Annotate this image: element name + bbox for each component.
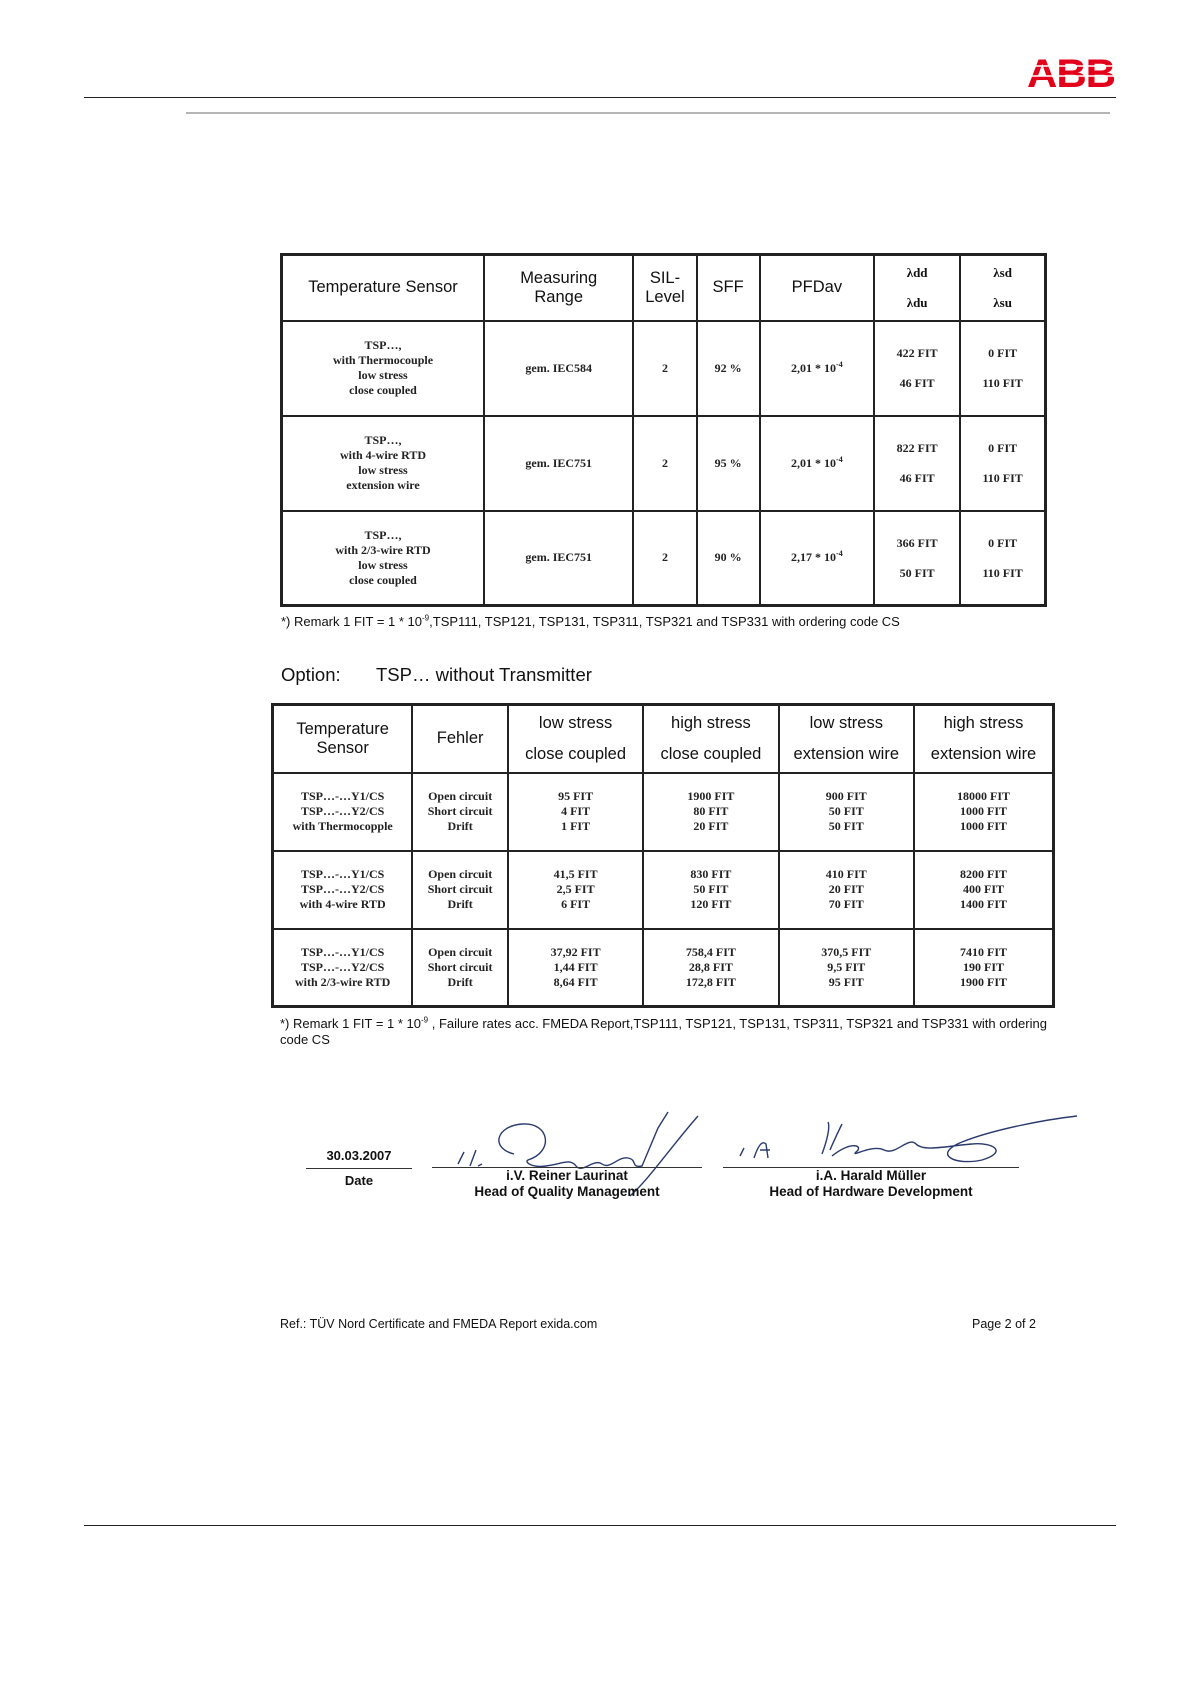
header-line: close coupled	[660, 744, 762, 763]
header-high-stress-extension-wire	[914, 705, 1053, 773]
value-cell	[779, 773, 914, 851]
sensor-line: low stress	[358, 557, 408, 572]
sensor-cell	[282, 511, 485, 606]
remark-exponent: -9	[422, 613, 430, 623]
cell-line: 900 FIT	[825, 789, 867, 803]
cell-line: TSP…-…Y2/CS	[301, 804, 385, 818]
value-cell	[508, 851, 643, 929]
table-header-row	[282, 255, 1046, 321]
cell-line: 80 FIT	[693, 804, 729, 818]
cell-line: 95 FIT	[558, 789, 594, 803]
sensor-cell	[273, 929, 413, 1007]
range-cell: gem. IEC584	[484, 321, 633, 416]
fehler-cell	[412, 851, 508, 929]
sil-data-table	[280, 253, 1047, 607]
cell-line: 1900 FIT	[687, 789, 735, 803]
remark-fit-definition	[281, 614, 900, 630]
signatory-name: i.A. Harald Müller	[815, 1168, 927, 1183]
header-lambda-su: λsu	[993, 294, 1012, 310]
cell-line: 400 FIT	[963, 882, 1005, 896]
signature-date: 30.03.2007	[326, 1148, 392, 1163]
remark-failure-rates	[280, 1016, 1060, 1048]
cell-line: Drift	[447, 974, 473, 989]
cell-line: 20 FIT	[828, 882, 864, 896]
cell-line: 20 FIT	[693, 819, 729, 833]
value-cell	[643, 851, 778, 929]
option-title: TSP… without Transmitter	[376, 664, 592, 685]
lambda-dd-value: 822 FIT	[896, 441, 938, 455]
cell-line: 410 FIT	[825, 867, 867, 881]
signatory-quality-management	[432, 1168, 702, 1200]
sensor-line: close coupled	[349, 572, 417, 587]
cell-line: 2,5 FIT	[556, 882, 595, 896]
cell-line: 28,8 FIT	[688, 959, 733, 974]
remark-exponent: -9	[421, 1015, 429, 1025]
cell-line: Short circuit	[427, 959, 493, 974]
header-temperature-sensor: Temperature Sensor	[282, 255, 485, 321]
lambda-d-cell	[874, 416, 960, 511]
header-measuring-range: Measuring Range	[484, 255, 633, 321]
header-line: low stress	[809, 713, 883, 732]
lambda-du-value: 50 FIT	[899, 565, 935, 580]
sil-cell: 2	[633, 416, 696, 511]
header-fehler: Fehler	[412, 705, 508, 773]
lambda-dd-value: 366 FIT	[896, 535, 938, 550]
svg-text:ABB: ABB	[1027, 54, 1116, 90]
sensor-line: with 4-wire RTD	[340, 448, 427, 462]
date-label: Date	[344, 1173, 374, 1188]
sensor-line: close coupled	[349, 383, 417, 397]
sensor-line: low stress	[358, 463, 408, 477]
remark-text: , Failure rates acc. FMEDA Report,TSP111, TSP121, TSP131, TSP311, TSP321 and TSP331 with ordering code CS	[280, 1016, 1047, 1047]
table-row	[282, 511, 1046, 606]
lambda-sd-value: 0 FIT	[988, 441, 1018, 455]
header-pfdav: PFDav	[760, 255, 874, 321]
remark-text: *) Remark 1 FIT = 1 * 10	[280, 1016, 422, 1031]
signatory-hardware-development	[723, 1168, 1019, 1200]
lambda-su-value: 110 FIT	[982, 565, 1023, 580]
header-sff: SFF	[697, 255, 760, 321]
cell-line: 120 FIT	[690, 897, 732, 911]
value-cell	[914, 929, 1053, 1007]
sensor-cell	[273, 851, 413, 929]
header-line: close coupled	[525, 744, 627, 763]
abb-logo	[1026, 54, 1116, 90]
pfd-base: 2,01 * 10	[791, 360, 837, 375]
cell-line: 1400 FIT	[960, 897, 1008, 911]
option-label: Option:	[281, 664, 341, 685]
cell-line: 50 FIT	[828, 804, 864, 818]
table-header-row	[273, 705, 1054, 773]
cell-line: 95 FIT	[828, 974, 864, 989]
cell-line: 190 FIT	[963, 959, 1005, 974]
sensor-line: TSP…,	[364, 338, 402, 352]
cell-line: 6 FIT	[561, 897, 591, 911]
header-rule-secondary	[186, 112, 1110, 114]
value-cell	[779, 851, 914, 929]
cell-line: TSP…-…Y1/CS	[301, 789, 385, 803]
lambda-su-value: 110 FIT	[982, 376, 1023, 390]
value-cell	[914, 851, 1053, 929]
cell-line: 758,4 FIT	[685, 944, 736, 959]
remark-text: ,TSP111, TSP121, TSP131, TSP311, TSP321 and TSP331 with ordering code CS	[429, 614, 900, 629]
cell-line: 1900 FIT	[960, 974, 1008, 989]
value-cell	[508, 929, 643, 1007]
header-lambda-sd: λsd	[993, 264, 1012, 280]
table-row	[273, 851, 1054, 929]
sensor-cell	[282, 321, 485, 416]
value-cell	[914, 773, 1053, 851]
cell-line: TSP…-…Y2/CS	[301, 882, 385, 896]
cell-line: TSP…-…Y1/CS	[301, 867, 385, 881]
sensor-line: extension wire	[346, 478, 420, 492]
pfd-cell	[760, 511, 874, 606]
cell-line: 1 FIT	[561, 819, 591, 833]
date-line	[306, 1168, 412, 1169]
pfd-base: 2,17 * 10	[791, 550, 837, 565]
pfd-cell	[760, 416, 874, 511]
cell-line: Drift	[447, 897, 473, 911]
sensor-line: TSP…,	[364, 527, 402, 542]
lambda-sd-value: 0 FIT	[988, 346, 1018, 360]
cell-line: 7410 FIT	[960, 944, 1008, 959]
cell-line: Short circuit	[427, 882, 493, 896]
sff-cell: 92 %	[697, 321, 760, 416]
sff-cell: 95 %	[697, 416, 760, 511]
header-lambda-du: λdu	[906, 294, 928, 310]
fehler-cell	[412, 929, 508, 1007]
cell-line: 70 FIT	[828, 897, 864, 911]
header-line: high stress	[943, 713, 1024, 732]
header-line: extension wire	[793, 744, 900, 763]
lambda-sd-value: 0 FIT	[988, 535, 1018, 550]
range-cell: gem. IEC751	[484, 511, 633, 606]
sensor-line: TSP…,	[364, 433, 402, 447]
cell-line: 830 FIT	[690, 867, 732, 881]
header-low-stress-close-coupled	[508, 705, 643, 773]
cell-line: 18000 FIT	[957, 789, 1011, 803]
header-sil-level: SIL-Level	[633, 255, 696, 321]
signatory-title: Head of Hardware Development	[769, 1184, 973, 1199]
cell-line: 4 FIT	[561, 804, 591, 818]
cell-line: 9,5 FIT	[827, 959, 866, 974]
header-high-stress-close-coupled	[643, 705, 778, 773]
header-line: low stress	[538, 713, 613, 732]
cell-line: 37,92 FIT	[550, 944, 601, 959]
table-row	[282, 416, 1046, 511]
signatory-name: i.V. Reiner Laurinat	[506, 1168, 628, 1183]
cell-line: TSP…-…Y2/CS	[301, 959, 385, 974]
value-cell	[779, 929, 914, 1007]
sff-cell: 90 %	[697, 511, 760, 606]
cell-line: 1000 FIT	[960, 819, 1008, 833]
signatory-title: Head of Quality Management	[474, 1184, 660, 1199]
header-line: extension wire	[930, 744, 1037, 763]
table-row	[282, 321, 1046, 416]
lambda-dd-value: 422 FIT	[896, 346, 938, 360]
footer-rule	[84, 1525, 1116, 1526]
cell-line: 8200 FIT	[960, 867, 1008, 881]
cell-line: Open circuit	[428, 867, 493, 881]
header-low-stress-extension-wire	[779, 705, 914, 773]
lambda-d-cell	[874, 321, 960, 416]
lambda-s-cell	[960, 321, 1045, 416]
cell-line: 172,8 FIT	[685, 974, 736, 989]
pfd-exponent: -4	[836, 549, 843, 559]
cell-line: with Thermocopple	[292, 819, 393, 833]
cell-line: 50 FIT	[693, 882, 729, 896]
signature-scribble-mueller	[732, 1100, 1082, 1172]
remark-text: *) Remark 1 FIT = 1 * 10	[281, 614, 423, 629]
sensor-cell	[282, 416, 485, 511]
lambda-d-cell	[874, 511, 960, 606]
sensor-line: with Thermocouple	[332, 353, 434, 367]
cell-line: with 2/3-wire RTD	[294, 974, 391, 989]
header-lambda-dd: λdd	[906, 264, 928, 280]
pfd-exponent: -4	[836, 454, 843, 464]
sensor-line: with 2/3-wire RTD	[335, 542, 431, 557]
cell-line: Drift	[447, 819, 473, 833]
cell-line: 50 FIT	[828, 819, 864, 833]
cell-line: Short circuit	[427, 804, 493, 818]
cell-line: 8,64 FIT	[553, 974, 598, 989]
sil-cell: 2	[633, 321, 696, 416]
cell-line: with 4-wire RTD	[299, 897, 386, 911]
value-cell	[508, 773, 643, 851]
failure-rate-table	[271, 703, 1055, 1008]
table-row	[273, 929, 1054, 1007]
pfd-base: 2,01 * 10	[791, 455, 837, 470]
lambda-du-value: 46 FIT	[899, 376, 935, 390]
sensor-cell	[273, 773, 413, 851]
footer-reference: Ref.: TÜV Nord Certificate and FMEDA Report exida.com	[280, 1317, 598, 1331]
header-temperature-sensor: Temperature Sensor	[273, 705, 413, 773]
range-cell: gem. IEC751	[484, 416, 633, 511]
value-cell	[643, 773, 778, 851]
lambda-s-cell	[960, 416, 1045, 511]
page-number: Page 2 of 2	[972, 1317, 1036, 1331]
cell-line: Open circuit	[428, 789, 493, 803]
sensor-line: low stress	[358, 368, 408, 382]
sil-cell: 2	[633, 511, 696, 606]
header-lambda-d	[874, 255, 960, 321]
cell-line: 370,5 FIT	[821, 944, 872, 959]
table-row	[273, 773, 1054, 851]
lambda-du-value: 46 FIT	[899, 471, 935, 485]
header-rule	[84, 97, 1116, 98]
lambda-su-value: 110 FIT	[982, 471, 1023, 485]
lambda-s-cell	[960, 511, 1045, 606]
header-lambda-s	[960, 255, 1045, 321]
header-line: high stress	[671, 713, 751, 732]
value-cell	[643, 929, 778, 1007]
cell-line: Open circuit	[428, 944, 493, 959]
cell-line: 1000 FIT	[960, 804, 1008, 818]
pfd-exponent: -4	[836, 359, 843, 369]
fehler-cell	[412, 773, 508, 851]
cell-line: 41,5 FIT	[553, 867, 598, 881]
cell-line: TSP…-…Y1/CS	[301, 944, 385, 959]
cell-line: 1,44 FIT	[553, 959, 598, 974]
pfd-cell	[760, 321, 874, 416]
